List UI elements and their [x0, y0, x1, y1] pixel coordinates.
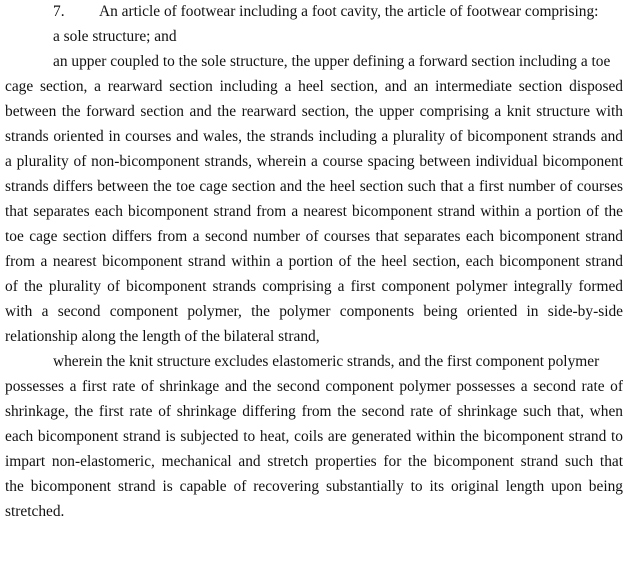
claim-element-upper-line: with a second component polymer, the polymer components being oriented in side-by-side	[5, 303, 623, 320]
claim-element-upper-line: from a nearest bicomponent strand within a portion of the heel section, each bicomponent strand	[5, 253, 623, 270]
claim-heading	[53, 2, 598, 22]
claim-element-wherein-line: each bicomponent strand is subjected to heat, coils are generated within the bicomponent strand to	[5, 428, 623, 445]
claim-element-upper-line: relationship along the length of the bilateral strand,	[5, 328, 320, 345]
claim-element-upper-line: strands differs between the toe cage section and the heel section such that a first number of courses	[5, 178, 623, 195]
claim-element-upper-line: an upper coupled to the sole structure, the upper defining a forward section including a toe	[53, 53, 611, 70]
claim-element-upper-line: between the forward section and the rearward section, the upper comprising a knit structure with	[5, 103, 623, 120]
claim-element-sole: a sole structure; and	[53, 28, 177, 45]
claim-element-wherein-line: shrinkage, the first rate of shrinkage differing from the second rate of shrinkage such that, when	[5, 403, 623, 420]
claim-element-upper-line: strands oriented in courses and wales, the strands including a plurality of bicomponent strands and	[5, 128, 623, 145]
claim-element-wherein-line: possesses a first rate of shrinkage and the second component polymer possesses a second rate of	[5, 378, 623, 395]
claim-number: 7.	[53, 3, 65, 20]
claim-element-wherein-line: impart non-elastomeric, mechanical and stretch properties for the bicomponent strand such that	[5, 453, 623, 470]
claim-element-wherein-line: wherein the knit structure excludes elastomeric strands, and the first component polymer	[53, 353, 600, 370]
claim-element-upper-line: toe cage section differs from a second number of courses that separates each bicomponent strand	[5, 228, 623, 245]
claim-element-upper-line: that separates each bicomponent strand from a nearest bicomponent strand within a portion of the	[5, 203, 623, 220]
claim-element-upper-line: a plurality of non-bicomponent strands, wherein a course spacing between individual bicomponent	[5, 153, 623, 170]
claim-preamble: An article of footwear including a foot cavity, the article of footwear comprising:	[99, 3, 599, 20]
claim-element-upper-line: of the plurality of bicomponent strands comprising a first component polymer integrally formed	[5, 278, 623, 295]
claim-element-upper-line: cage section, a rearward section including a heel section, and an intermediate section disposed	[5, 78, 623, 95]
claim-element-wherein-line: the bicomponent strand is capable of recovering substantially to its original length upon being	[5, 478, 623, 495]
claim-element-wherein-line: stretched.	[5, 503, 65, 520]
